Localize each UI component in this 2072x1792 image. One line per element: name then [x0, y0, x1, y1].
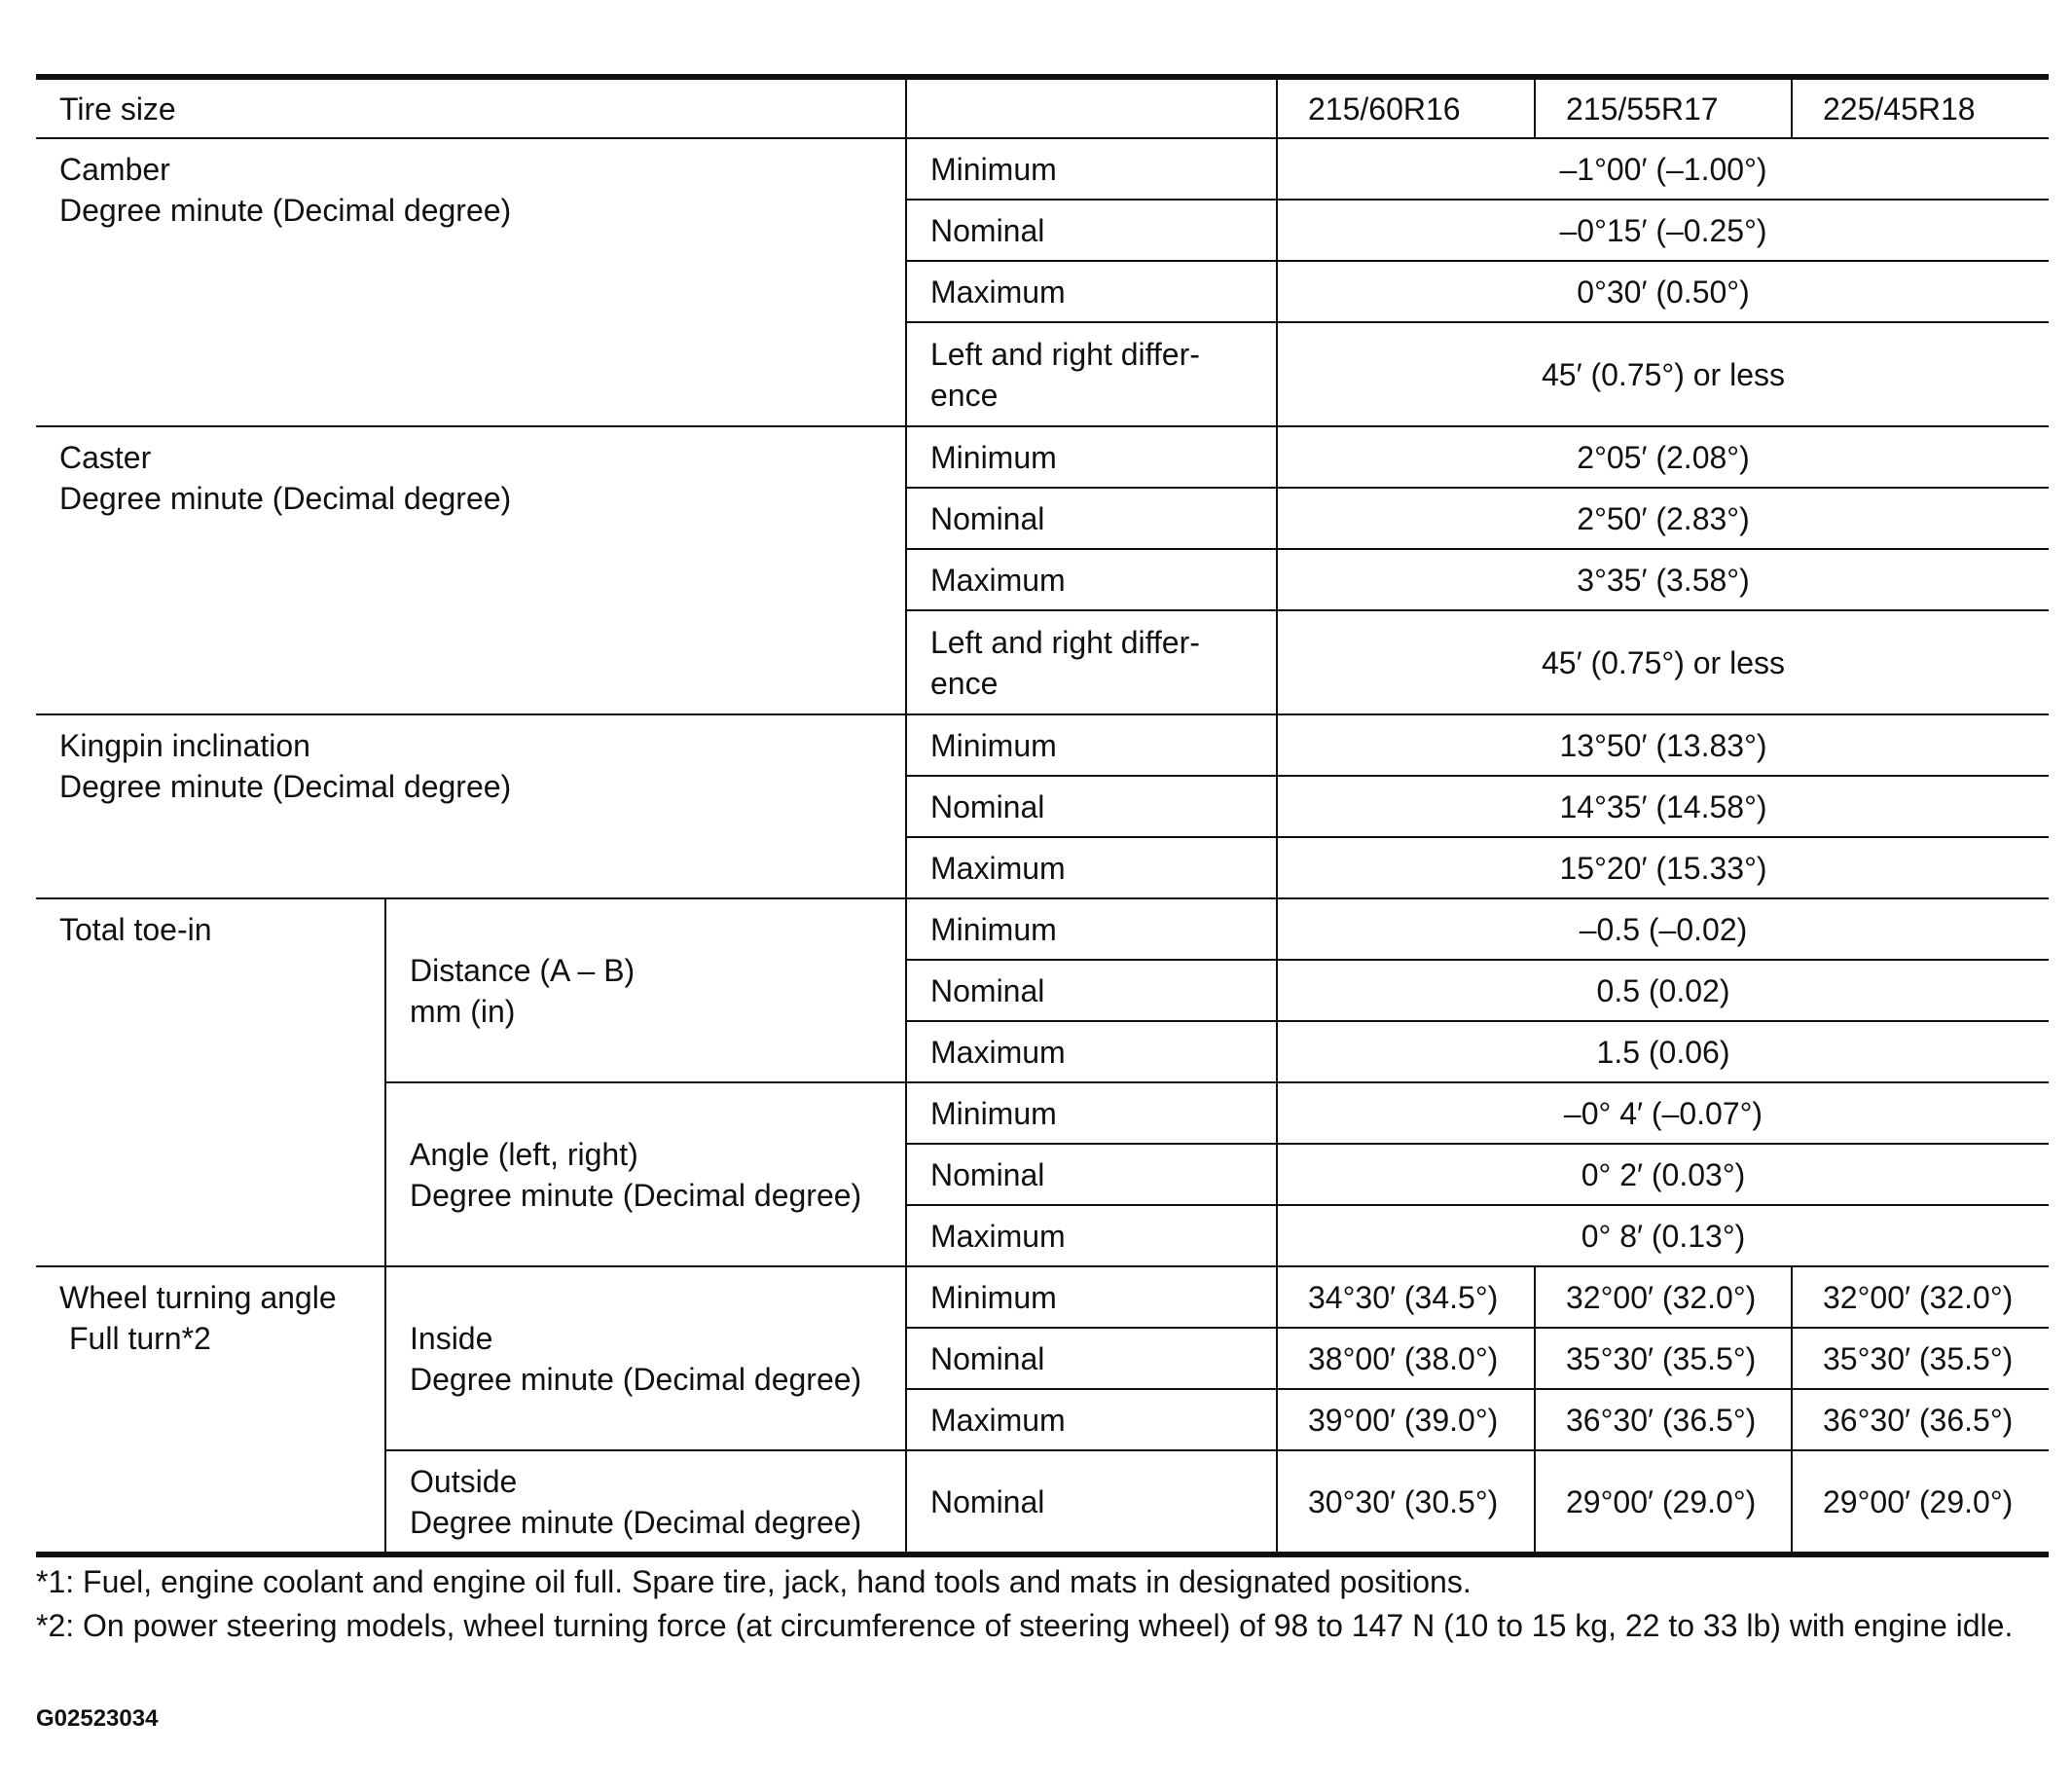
- toe-distance-nominal-value: 0.5 (0.02): [1277, 960, 2049, 1021]
- kingpin-unit: Degree minute (Decimal degree): [59, 769, 512, 804]
- turn-inside-label: Inside: [410, 1320, 493, 1356]
- turn-outside-nominal-value-3: 29°00′ (29.0°): [1792, 1450, 2049, 1554]
- turn-inside-nominal-value-3: 35°30′ (35.5°): [1792, 1328, 2049, 1389]
- turn-outside-nominal-value-1: 30°30′ (30.5°): [1277, 1450, 1535, 1554]
- turn-inside-nominal-value-2: 35°30′ (35.5°): [1535, 1328, 1792, 1389]
- lr-diff-label-line1: Left and right differ-: [930, 336, 1200, 372]
- camber-lr-diff-value: 45′ (0.75°) or less: [1277, 322, 2049, 426]
- turn-outside-nominal-value-2: 29°00′ (29.0°): [1535, 1450, 1792, 1554]
- camber-minimum-value: –1°00′ (–1.00°): [1277, 138, 2049, 200]
- camber-lr-diff-label: [906, 322, 1277, 426]
- kingpin-maximum-value: 15°20′ (15.33°): [1277, 837, 2049, 898]
- turn-inside-maximum-value-3: 36°30′ (36.5°): [1792, 1389, 2049, 1450]
- turn-inside-unit: Degree minute (Decimal degree): [410, 1361, 862, 1397]
- toe-distance-label: Distance (A – B): [410, 952, 636, 988]
- turn-inside-nominal-value-1: 38°00′ (38.0°): [1277, 1328, 1535, 1389]
- toe-angle-label: Angle (left, right): [410, 1136, 638, 1172]
- kingpin-minimum-row: [36, 714, 2049, 776]
- kingpin-title: Kingpin inclination: [59, 728, 310, 763]
- caster-minimum-label: Minimum: [906, 426, 1277, 488]
- toe-angle-label-cell: [385, 1082, 906, 1266]
- lr-diff-label-line1: Left and right differ-: [930, 624, 1200, 660]
- turn-inside-maximum-value-1: 39°00′ (39.0°): [1277, 1389, 1535, 1450]
- caster-maximum-value: 3°35′ (3.58°): [1277, 549, 2049, 610]
- tire-size-3: 225/45R18: [1792, 77, 2049, 138]
- turn-inside-minimum-value-1: 34°30′ (34.5°): [1277, 1266, 1535, 1328]
- toe-in-title: Total toe-in: [36, 898, 385, 1266]
- toe-angle-maximum-label: Maximum: [906, 1205, 1277, 1266]
- camber-nominal-value: –0°15′ (–0.25°): [1277, 200, 2049, 261]
- tire-size-2: 215/55R17: [1535, 77, 1792, 138]
- alignment-spec-table: [36, 74, 2049, 1557]
- toe-distance-minimum-row: [36, 898, 2049, 960]
- toe-angle-nominal-label: Nominal: [906, 1144, 1277, 1205]
- caster-nominal-label: Nominal: [906, 488, 1277, 549]
- caster-lr-diff-value: 45′ (0.75°) or less: [1277, 610, 2049, 714]
- camber-minimum-row: [36, 138, 2049, 200]
- footnotes: [36, 1560, 2049, 1648]
- turn-inside-minimum-value-3: 32°00′ (32.0°): [1792, 1266, 2049, 1328]
- toe-angle-minimum-value: –0° 4′ (–0.07°): [1277, 1082, 2049, 1144]
- toe-distance-maximum-value: 1.5 (0.06): [1277, 1021, 2049, 1082]
- toe-distance-minimum-label: Minimum: [906, 898, 1277, 960]
- turn-inside-minimum-value-2: 32°00′ (32.0°): [1535, 1266, 1792, 1328]
- turn-outside-label-cell: [385, 1450, 906, 1554]
- caster-label-cell: [36, 426, 906, 714]
- toe-distance-nominal-label: Nominal: [906, 960, 1277, 1021]
- caster-unit: Degree minute (Decimal degree): [59, 481, 512, 516]
- turn-inside-maximum-label: Maximum: [906, 1389, 1277, 1450]
- footnote-2: *2: On power steering models, wheel turning force (at circumference of steering wheel) of 98 to 147 N (10 to 15 kg, 22 to 33 lb) with engine idle.: [36, 1608, 2014, 1643]
- toe-angle-maximum-value: 0° 8′ (0.13°): [1277, 1205, 2049, 1266]
- camber-maximum-value: 0°30′ (0.50°): [1277, 261, 2049, 322]
- caster-lr-diff-label: [906, 610, 1277, 714]
- camber-nominal-label: Nominal: [906, 200, 1277, 261]
- turning-label-cell: [36, 1266, 385, 1554]
- turning-subtitle: Full turn*2: [69, 1321, 211, 1356]
- header-row: [36, 77, 2049, 138]
- turn-inside-maximum-value-2: 36°30′ (36.5°): [1535, 1389, 1792, 1450]
- kingpin-minimum-label: Minimum: [906, 714, 1277, 776]
- toe-angle-minimum-label: Minimum: [906, 1082, 1277, 1144]
- turning-title: Wheel turning angle: [59, 1280, 337, 1315]
- caster-minimum-value: 2°05′ (2.08°): [1277, 426, 2049, 488]
- caster-title: Caster: [59, 440, 152, 475]
- camber-title: Camber: [59, 152, 170, 187]
- kingpin-label-cell: [36, 714, 906, 898]
- header-blank-cell: [906, 77, 1277, 138]
- caster-maximum-label: Maximum: [906, 549, 1277, 610]
- tire-size-label: Tire size: [36, 77, 906, 138]
- toe-distance-unit: mm (in): [410, 993, 516, 1029]
- kingpin-nominal-value: 14°35′ (14.58°): [1277, 776, 2049, 837]
- kingpin-minimum-value: 13°50′ (13.83°): [1277, 714, 2049, 776]
- camber-unit: Degree minute (Decimal degree): [59, 193, 512, 228]
- lr-diff-label-line2: ence: [930, 665, 999, 701]
- camber-label-cell: [36, 138, 906, 426]
- kingpin-maximum-label: Maximum: [906, 837, 1277, 898]
- turn-inside-minimum-row: [36, 1266, 2049, 1328]
- camber-minimum-label: Minimum: [906, 138, 1277, 200]
- footnote-1: *1: Fuel, engine coolant and engine oil full. Spare tire, jack, hand tools and mats in designated positions.: [36, 1564, 1472, 1599]
- turn-inside-label-cell: [385, 1266, 906, 1450]
- caster-minimum-row: [36, 426, 2049, 488]
- figure-id: G02523034: [36, 1705, 159, 1732]
- kingpin-nominal-label: Nominal: [906, 776, 1277, 837]
- toe-angle-nominal-value: 0° 2′ (0.03°): [1277, 1144, 2049, 1205]
- turn-outside-unit: Degree minute (Decimal degree): [410, 1504, 862, 1540]
- turn-inside-nominal-label: Nominal: [906, 1328, 1277, 1389]
- turn-outside-nominal-label: Nominal: [906, 1450, 1277, 1554]
- tire-size-1: 215/60R16: [1277, 77, 1535, 138]
- toe-distance-label-cell: [385, 898, 906, 1082]
- camber-maximum-label: Maximum: [906, 261, 1277, 322]
- toe-angle-unit: Degree minute (Decimal degree): [410, 1177, 862, 1213]
- toe-distance-maximum-label: Maximum: [906, 1021, 1277, 1082]
- turn-outside-label: Outside: [410, 1463, 518, 1499]
- toe-distance-minimum-value: –0.5 (–0.02): [1277, 898, 2049, 960]
- caster-nominal-value: 2°50′ (2.83°): [1277, 488, 2049, 549]
- lr-diff-label-line2: ence: [930, 377, 999, 413]
- turn-inside-minimum-label: Minimum: [906, 1266, 1277, 1328]
